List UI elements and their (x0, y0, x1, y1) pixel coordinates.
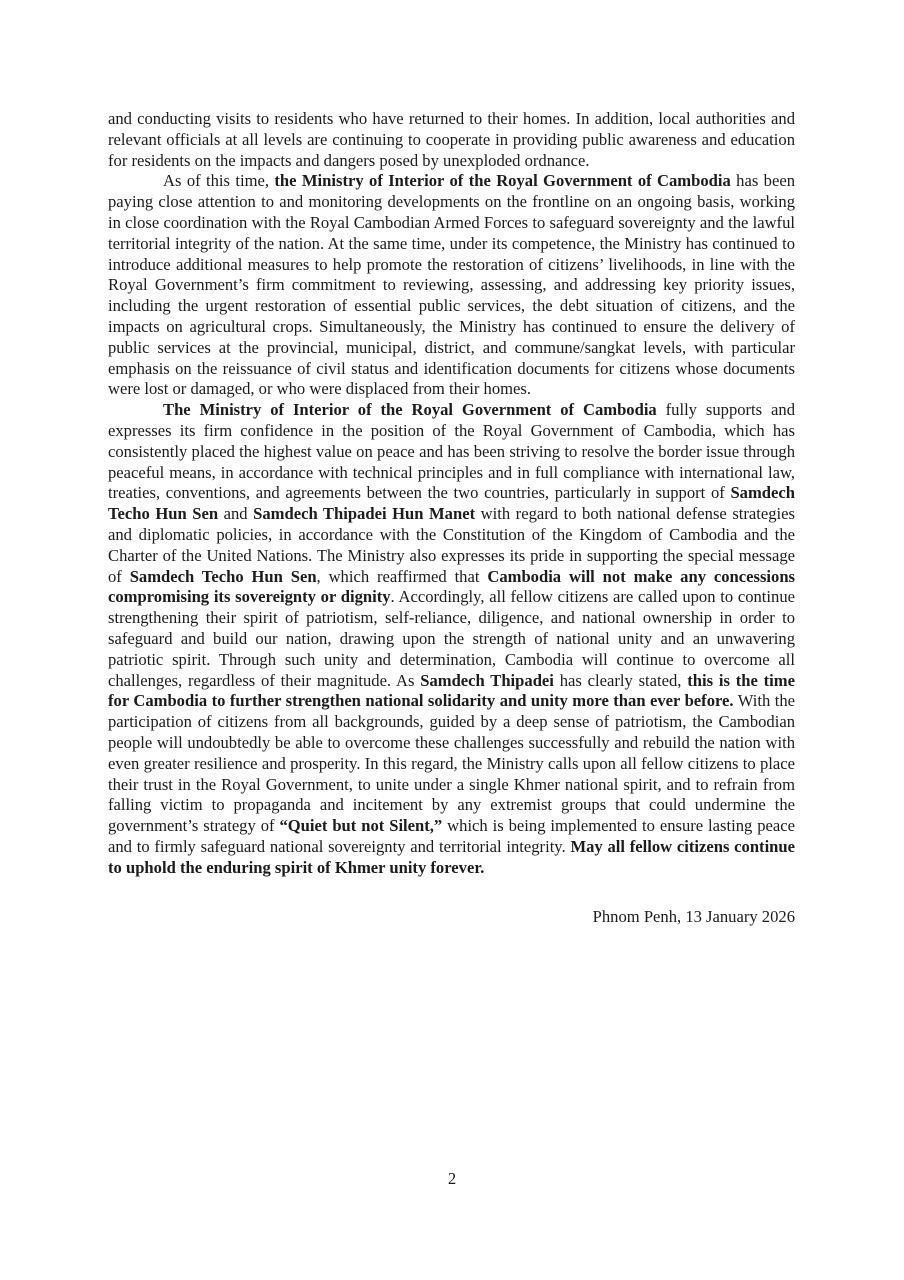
text-run: , which reaffirmed that (316, 566, 488, 586)
text-run: As of this time, (163, 171, 275, 191)
text-run: has been paying close attention to and monitoring developments on the frontline on an ongoing basis, working in close coordination with the Royal Cambodian Armed Forces to safeguard sovereignty and the lawful territorial integrity of the nation. At the same time, under its competence, the Ministry has continued to introduce additional measures to help promote the restoration of citizens’ livelihoods, in line with the Royal Government’s firm commitment to reviewing, assessing, and addressing key priority issues, including the urgent restoration of essential public services, the debt situation of citizens, and the impacts on agricultural crops. Simultaneously, the Ministry has continued to ensure the delivery of public services at the provincial, municipal, district, and commune/sangkat levels, with particular emphasis on the reissuance of civil status and identification documents for citizens whose documents were lost or damaged, or who were displaced from their homes. (108, 171, 795, 399)
text-run: Samdech Thipadei (420, 670, 554, 690)
document-body (108, 109, 795, 928)
text-run: With the participation of citizens from all backgrounds, guided by a deep sense of patriotism, the Cambodian people will undoubtedly be able to overcome these challenges successfully and rebuild the nation with even greater resilience and prosperity. In this regard, the Ministry calls upon all fellow citizens to place their trust in the Royal Government, to unite under a single Khmer national spirit, and to refrain from falling victim to propaganda and incitement by any extremist groups that could undermine the government’s strategy of (108, 691, 795, 836)
text-run: May all fellow citizens continue to uphold the enduring spirit of Khmer unity forever. (108, 836, 796, 877)
text-run: and conducting visits to residents who have returned to their homes. In addition, local authorities and relevant officials at all levels are continuing to cooperate in providing public awareness and education for residents on the impacts and dangers posed by unexploded ordnance. (108, 109, 795, 170)
text-run: which is being implemented to ensure lasting peace and to firmly safeguard national sovereignty and territorial integrity. (108, 816, 795, 856)
page-number: 2 (447, 1169, 457, 1188)
date-line: Phnom Penh, 13 January 2026 (592, 907, 795, 927)
text-run: “Quiet but not Silent,” (279, 816, 443, 836)
text-run: with regard to both national defense strategies and diplomatic policies, in accordance with the Constitution of the Kingdom of Cambodia and the Charter of the United Nations. The Ministry also expresses its pride in supporting the special message of (108, 504, 795, 586)
text-run: the Ministry of Interior of the Royal Government of Cambodia (274, 171, 731, 191)
paragraph-ministry-monitoring (108, 171, 795, 400)
text-run: . Accordingly, all fellow citizens are called upon to continue strengthening their spirit of patriotism, self-reliance, diligence, and national ownership in order to safeguard and build our nation, drawing upon the strength of national unity and an unwavering patriotic spirit. Through such unity and determination, Cambodia will continue to overcome all challenges, regardless of their magnitude. As (108, 587, 795, 690)
paragraph-continuation (108, 109, 795, 171)
text-run: fully supports and expresses its firm confidence in the position of the Royal Government of Cambodia, which has consistently placed the highest value on peace and has been striving to resolve the border issue through peaceful means, in accordance with technical principles and in full compliance with international law, treaties, conventions, and agreements between the two countries, particularly in support of (108, 400, 795, 503)
text-run: Samdech Techo Hun Sen (129, 566, 317, 586)
paragraph-ministry-support (108, 400, 795, 878)
text-run: Cambodia will not make any concessions compromising its sovereignty or dignity (108, 566, 795, 607)
text-run: and (218, 504, 254, 524)
text-run: The Ministry of Interior of the Royal Government of Cambodia (163, 400, 657, 420)
text-run: this is the time for Cambodia to further strengthen national solidarity and unity more than ever before. (108, 670, 795, 711)
text-run: Samdech Techo Hun Sen (108, 483, 795, 524)
text-run: Samdech Thipadei Hun Manet (253, 504, 476, 524)
text-run: has clearly stated, (553, 670, 688, 690)
